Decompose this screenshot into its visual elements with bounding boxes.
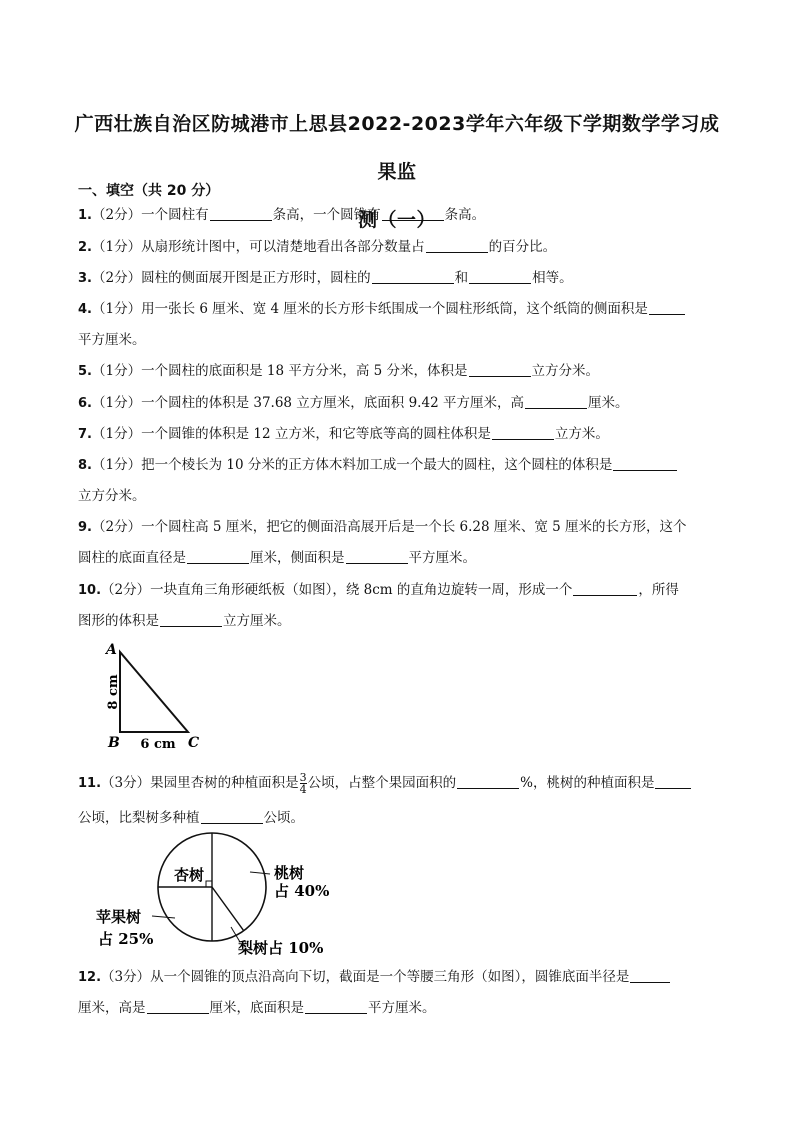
pear-label: 梨树占 10% bbox=[238, 939, 324, 957]
question-text: （1分）用一张长 6 厘米、宽 4 厘米的长方形卡纸围成一个圆柱形纸筒，这个纸筒的侧面积是 bbox=[91, 301, 648, 317]
question-text: 条高。 bbox=[444, 207, 486, 223]
question-number: 2. bbox=[78, 240, 92, 255]
answer-blank[interactable] bbox=[492, 425, 554, 440]
question-text: 和 bbox=[454, 270, 469, 286]
question-number: 3. bbox=[78, 271, 92, 286]
question-1 bbox=[78, 200, 718, 231]
question-text: 厘米，底面积是 bbox=[209, 1000, 304, 1016]
question-text: 公顷。 bbox=[263, 810, 304, 826]
apple-percent-label: 占 25% bbox=[98, 930, 154, 948]
right-triangle-figure bbox=[100, 640, 210, 755]
question-text: （1分）一个圆锥的体积是 12 立方米，和它等底等高的圆柱体积是 bbox=[91, 426, 491, 442]
question-text: （2分）一个圆柱高 5 厘米，把它的侧面沿高展开后是一个长 6.28 厘米、宽 5 厘米的长方形，这个 bbox=[91, 519, 687, 535]
question-text: 平方厘米。 bbox=[78, 332, 146, 348]
question-number: 1. bbox=[78, 208, 92, 223]
answer-blank[interactable] bbox=[426, 238, 488, 253]
question-text: （1分）把一个棱长为 10 分米的正方体木料加工成一个最大的圆柱，这个圆柱的体积是 bbox=[91, 457, 613, 473]
question-number: 4. bbox=[78, 302, 92, 317]
question-4-continued bbox=[78, 325, 718, 356]
question-3 bbox=[78, 263, 718, 294]
answer-blank[interactable] bbox=[160, 612, 222, 627]
vertex-c-label: C bbox=[188, 735, 200, 751]
question-9-continued bbox=[78, 543, 718, 574]
title-line-2: 测（一） bbox=[357, 209, 436, 231]
question-text: （2分）一个圆柱有 bbox=[91, 207, 209, 223]
fraction-denominator: 4 bbox=[299, 783, 307, 796]
question-text: （1分）一个圆柱的体积是 37.68 立方厘米，底面积 9.42 平方厘米，高 bbox=[91, 395, 524, 411]
vertex-b-label: B bbox=[108, 735, 120, 751]
question-6 bbox=[78, 388, 718, 419]
side-bc-label: 6 cm bbox=[140, 737, 176, 752]
answer-blank[interactable] bbox=[382, 206, 444, 221]
answer-blank[interactable] bbox=[305, 999, 367, 1014]
question-4 bbox=[78, 294, 718, 325]
triangle-shape bbox=[120, 652, 188, 732]
question-text: 的百分比。 bbox=[488, 239, 557, 255]
answer-blank[interactable] bbox=[525, 394, 587, 409]
question-8-continued bbox=[78, 481, 718, 512]
question-text: （1分）从扇形统计图中，可以清楚地看出各部分数量占 bbox=[91, 239, 425, 255]
question-text: %，桃树的种植面积是 bbox=[520, 775, 655, 791]
question-text: （3分）从一个圆锥的顶点沿高向下切，截面是一个等腰三角形（如图），圆锥底面半径是 bbox=[101, 969, 630, 985]
question-text: 立方分米。 bbox=[531, 363, 600, 379]
apple-label: 苹果树 bbox=[96, 908, 142, 926]
answer-blank[interactable] bbox=[346, 549, 408, 564]
vertex-a-label: A bbox=[106, 642, 117, 658]
question-text: 立方分米。 bbox=[78, 488, 146, 504]
question-text: 相等。 bbox=[532, 270, 573, 286]
pie-divider bbox=[212, 887, 244, 931]
question-number: 10. bbox=[78, 583, 102, 598]
question-text: （2分）圆柱的侧面展开图是正方形时，圆柱的 bbox=[91, 270, 371, 286]
question-text: 公顷，占整个果园面积的 bbox=[307, 775, 457, 791]
answer-blank[interactable] bbox=[187, 549, 249, 564]
question-text: ，所得 bbox=[638, 582, 679, 598]
fraction bbox=[300, 772, 307, 795]
question-text: 厘米。 bbox=[587, 395, 629, 411]
question-number: 12. bbox=[78, 970, 102, 985]
question-text: （1分）一个圆柱的底面积是 18 平方分米，高 5 分米，体积是 bbox=[91, 363, 468, 379]
peach-label: 桃树 bbox=[274, 864, 305, 882]
answer-blank[interactable] bbox=[147, 999, 209, 1014]
question-7 bbox=[78, 419, 718, 450]
question-text: 条高，一个圆锥有 bbox=[272, 207, 381, 223]
question-12 bbox=[78, 962, 718, 993]
answer-blank[interactable] bbox=[201, 809, 263, 824]
question-text: 平方厘米。 bbox=[368, 1000, 436, 1016]
pointer-line bbox=[152, 916, 175, 918]
right-angle-mark bbox=[206, 881, 212, 887]
question-text: 立方米。 bbox=[554, 426, 609, 442]
answer-blank[interactable] bbox=[649, 300, 685, 315]
section-heading: 一、填空（共 20 分） bbox=[78, 183, 220, 199]
question-text: （2分）一块直角三角形硬纸板（如图），绕 8cm 的直角边旋转一周，形成一个 bbox=[101, 582, 573, 598]
peach-percent-label: 占 40% bbox=[274, 882, 330, 900]
question-9 bbox=[78, 512, 718, 543]
pointer-line bbox=[250, 872, 270, 874]
question-10-continued bbox=[78, 606, 718, 637]
title-line-1: 广西壮族自治区防城港市上思县2022-2023学年六年级下学期数学学习成果监 bbox=[74, 113, 720, 183]
question-8 bbox=[78, 450, 718, 481]
apricot-label: 杏树 bbox=[174, 866, 205, 884]
question-number: 11. bbox=[78, 776, 102, 791]
answer-blank[interactable] bbox=[630, 968, 670, 983]
question-number: 5. bbox=[78, 364, 92, 379]
answer-blank[interactable] bbox=[210, 206, 272, 221]
question-number: 6. bbox=[78, 396, 92, 411]
answer-blank[interactable] bbox=[372, 269, 454, 284]
pie-chart-figure bbox=[90, 830, 370, 960]
question-text: （3分）果园里杏树的种植面积是 bbox=[101, 775, 299, 791]
question-number: 7. bbox=[78, 427, 92, 442]
question-text: 平方厘米。 bbox=[408, 550, 476, 566]
side-ab-label: 8 cm bbox=[106, 674, 121, 710]
question-12-continued bbox=[78, 993, 718, 1024]
answer-blank[interactable] bbox=[655, 774, 691, 789]
answer-blank[interactable] bbox=[573, 581, 637, 596]
question-2 bbox=[78, 232, 718, 263]
question-number: 8. bbox=[78, 458, 92, 473]
question-number: 9. bbox=[78, 520, 92, 535]
answer-blank[interactable] bbox=[469, 269, 531, 284]
question-text: 立方厘米。 bbox=[223, 613, 291, 629]
answer-blank[interactable] bbox=[613, 456, 677, 471]
question-text: 圆柱的底面直径是 bbox=[78, 550, 186, 566]
question-text: 厘米，侧面积是 bbox=[250, 550, 345, 566]
question-text: 图形的体积是 bbox=[78, 613, 159, 629]
answer-blank[interactable] bbox=[457, 774, 519, 789]
fraction-numerator: 3 bbox=[299, 771, 307, 784]
question-11 bbox=[78, 768, 718, 799]
question-5 bbox=[78, 356, 718, 387]
question-text: 公顷，比梨树多种植 bbox=[78, 810, 200, 826]
question-10 bbox=[78, 575, 718, 606]
question-text: 厘米，高是 bbox=[78, 1000, 146, 1016]
answer-blank[interactable] bbox=[469, 362, 531, 377]
